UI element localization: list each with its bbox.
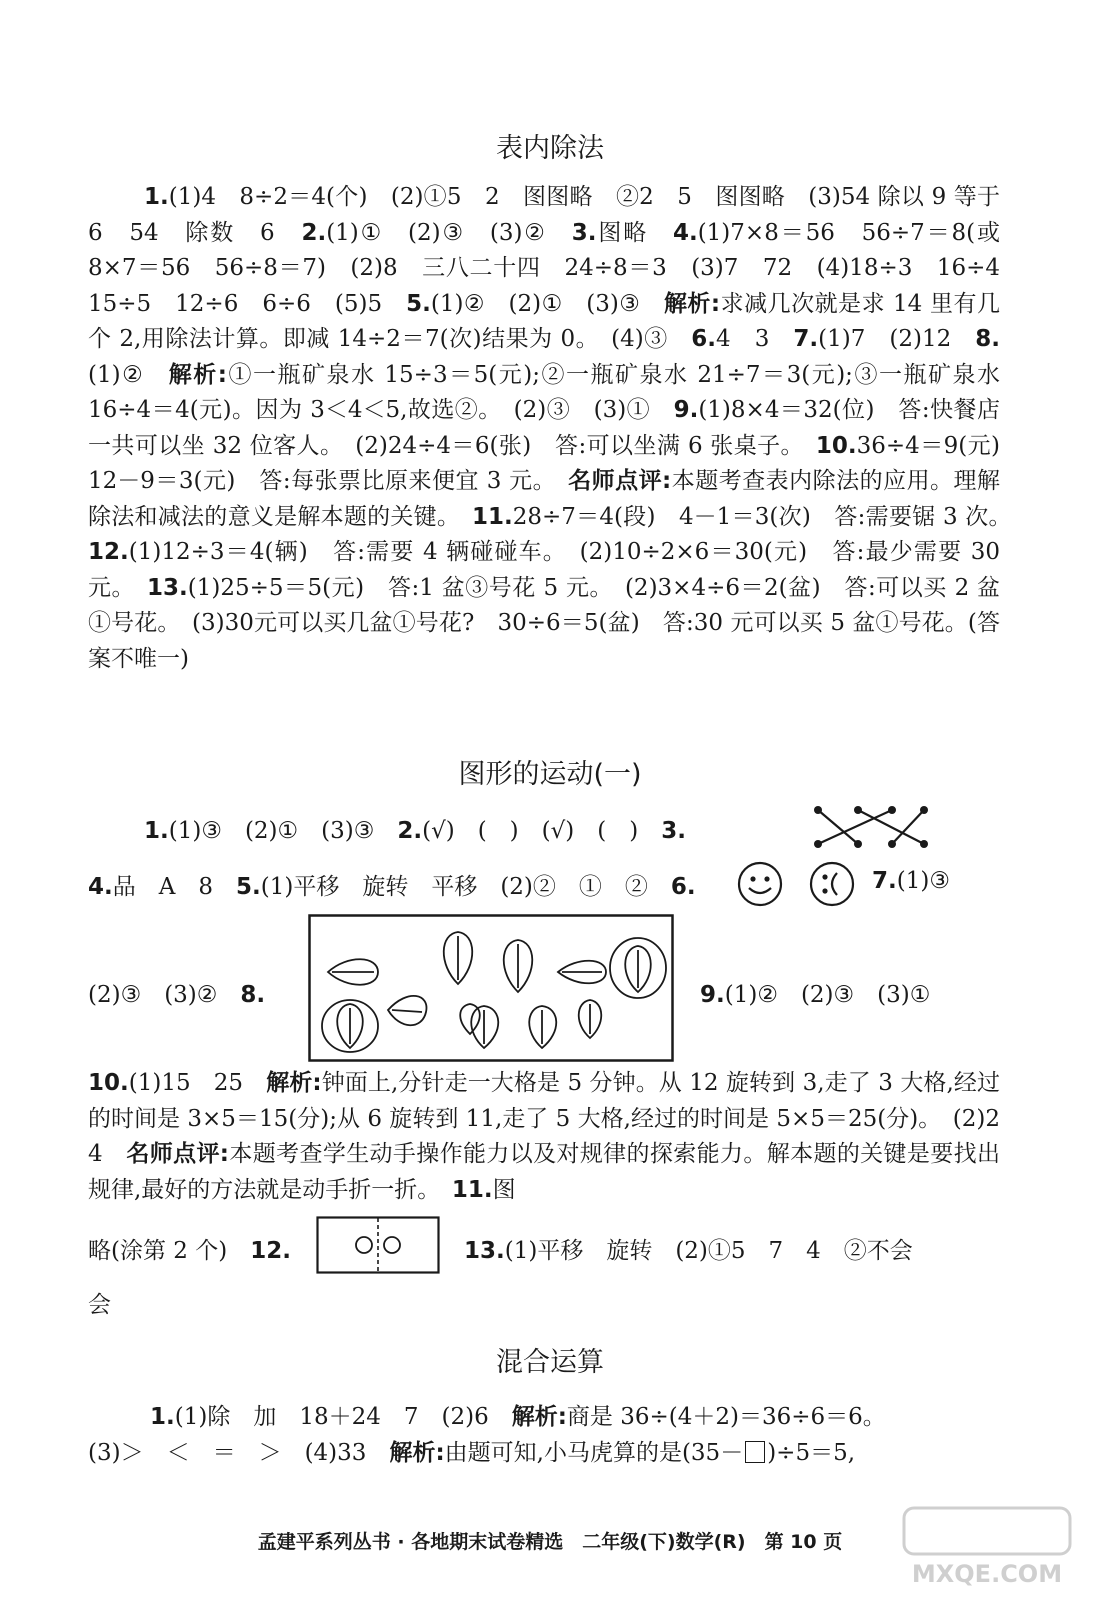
bold-label: 10.: [815, 432, 857, 459]
smiley-faces-figure: [736, 860, 856, 910]
answer-text: 36÷4＝9(元) 12－9＝3(元) 答:每张票比原来便宜 3 元。: [88, 432, 1023, 494]
motion-answers-paragraph: [88, 1066, 1023, 1208]
section-title-mixed-operations: 混合运算: [496, 1347, 604, 1378]
question-number: 4.: [88, 874, 113, 900]
bold-label: 10.: [88, 1070, 129, 1096]
answer-text: 图略: [596, 219, 673, 246]
answer-text: (2)③ (3)②: [88, 982, 241, 1008]
motion-answers-line-4: [88, 1232, 291, 1265]
answer-text: (1)平移 旋转 平移 (2)② ① ②: [260, 874, 671, 900]
bold-label: 13.: [147, 574, 188, 601]
answer-text: 本题考查学生动手操作能力以及对规律的探索能力。解本题的关键是要找出规律,最好的方法就是动手折一折。: [88, 1141, 1000, 1203]
question-number: 1.: [150, 1404, 175, 1430]
motion-answer-continuation: 会: [88, 1292, 111, 1318]
section-title-shape-motion: 图形的运动(一): [458, 759, 642, 790]
question-number: 5.: [236, 874, 261, 900]
answer-text: 本题考查表内除法的应用。理解除法和减法的意义是解本题的关键。: [88, 468, 1001, 530]
bold-label: 1.: [144, 184, 169, 210]
bold-label: 5.: [406, 290, 431, 317]
question-number: 3.: [661, 818, 686, 844]
answer-text: 4 3: [716, 326, 794, 352]
bold-label: 解析:: [168, 361, 227, 388]
bold-label: 9.: [673, 397, 699, 423]
folded-paper-circles-figure: [316, 1216, 440, 1274]
question-number: 1.: [144, 818, 169, 844]
mixed-answers-line-1: [88, 1398, 886, 1431]
answer-text: (1)7 (2)12: [818, 326, 976, 352]
crossing-lines-figure: [810, 802, 932, 852]
answer-text: (1)平移 旋转 (2)①5 7 4 ②不会: [504, 1238, 913, 1264]
bold-label: 7.: [793, 326, 819, 352]
question-number: 8.: [240, 982, 266, 1008]
bold-label: 2.: [301, 219, 327, 246]
bold-label: 3.: [571, 219, 597, 246]
section-division-answers: [88, 180, 1024, 677]
answer-text: 由题可知,小马虎算的是(35－: [444, 1440, 744, 1466]
answer-text: (1)25÷5＝5(元) 答:1 盆③号花 5 元。 (2)3×4÷6＝2(盆) 答:可以买 2 盆①号花。 (3)30元可以买几盆①号花? 30÷6＝5(盆) 答:30 元可以买 5 盆①号花。(答案不唯一): [88, 574, 1001, 672]
motion-answers-line-2: [88, 868, 696, 901]
bold-label: 名师点评:: [568, 468, 672, 494]
motion-answer-13: [464, 1232, 913, 1265]
answer-text: )÷5＝5,: [767, 1440, 856, 1466]
watermark-text: MXQE.COM: [911, 1560, 1063, 1588]
answer-text: ①一瓶矿泉水 15÷3＝5(元);②一瓶矿泉水 21÷7＝3(元);③一瓶矿泉水 16÷4＝4(元)。因为 3＜4＜5,故选②。 (2)③ (3)①: [88, 361, 1001, 423]
analysis-label: 解析:: [389, 1440, 445, 1466]
answer-text: (1)4 8÷2＝4(个) (2)①5 2 图图略 ②2 5 图图略 (3)54 除以 9 等于 6 54 除数 6: [88, 184, 1000, 246]
question-number: 12.: [250, 1238, 291, 1264]
answer-text: (1)除 加 18＋24 7 (2)6: [174, 1404, 512, 1430]
bold-label: 6.: [691, 326, 717, 352]
bold-label: 名师点评:: [126, 1141, 230, 1167]
answer-text: (1)7×8＝56 56÷7＝8(或 8×7＝56 56÷8＝7) (2)8 三八二十四 24÷8＝3 (3)7 72 (4)18÷3 16÷4 15÷5 12÷6 6÷6 (5)5: [88, 219, 1023, 317]
analysis-label: 解析:: [511, 1404, 567, 1430]
answer-text: 略(涂第 2 个): [88, 1238, 251, 1264]
motion-answer-9: [700, 976, 930, 1009]
answer-text: (1)② (2)③ (3)①: [724, 982, 931, 1008]
question-number: 13.: [464, 1238, 505, 1264]
question-number: 7.: [872, 868, 897, 894]
answer-text: (1)15 25: [128, 1070, 267, 1096]
bold-label: 解析:: [663, 290, 721, 317]
page-footer: 孟建平系列丛书 · 各地期末试卷精选 二年级(下)数学(R) 第 10 页: [257, 1531, 843, 1553]
answer-text: (1)① (2)③ (3)②: [326, 219, 572, 246]
bold-label: 12.: [88, 539, 129, 565]
answer-text: 品 A 8: [112, 874, 236, 900]
mixed-answers-line-2: [88, 1434, 855, 1467]
bold-label: 4.: [672, 219, 698, 246]
motion-answers-line-3: [88, 976, 265, 1009]
bold-label: 解析:: [266, 1070, 322, 1096]
bold-label: 11.: [471, 503, 513, 530]
answer-text: 商是 36÷(4＋2)＝36÷6＝6。: [566, 1404, 886, 1430]
answer-text: 28÷7＝4(段) 4－1＝3(次) 答:需要锯 3 次。: [512, 503, 1024, 530]
answer-text: 图: [492, 1176, 516, 1203]
answer-text: (1)12÷3＝4(辆) 答:需要 4 辆碰碰车。 (2)10÷2×6＝30(元) 答:最少需要 30 元。: [88, 539, 1000, 601]
answer-text: (1)③: [896, 868, 950, 894]
answer-text: 钟面上,分针走一大格是 5 分钟。从 12 旋转到 3,走了 3 大格,经过的时间是 3×5＝15(分);从 6 旋转到 11,走了 5 大格,经过的时间是 5×5＝25(分)。 (2)2 4: [88, 1070, 1023, 1167]
question-number: 2.: [397, 818, 423, 844]
answer-text: (1)② (2)① (3)③: [430, 290, 664, 317]
answer-text: (1)③ (2)① (3)③: [168, 818, 398, 844]
leaf-pattern-figure: [308, 914, 674, 1062]
answer-text: (3)＞ ＜ ＝ ＞ (4)33: [88, 1440, 390, 1466]
watermark-logo: [892, 1502, 1082, 1592]
answer-text: (1)8×4＝32(位) 答:快餐店一共可以坐 32 位客人。 (2)24÷4＝6(张) 答:可以坐满 6 张桌子。: [88, 397, 1000, 459]
bold-label: 11.: [451, 1176, 493, 1203]
bold-label: 8.: [975, 326, 1000, 352]
motion-answers-line-1: [88, 812, 686, 845]
answer-text: 求减几次就是求 14 里有几个 2,用除法计算。即减 14÷2＝7(次)结果为 0。 (4)③: [88, 290, 1001, 352]
blank-box: [745, 1441, 765, 1463]
answer-text: (1)②: [88, 361, 169, 388]
question-number: 6.: [670, 874, 696, 900]
question-number: 9.: [700, 982, 725, 1008]
motion-answer-7: [872, 868, 950, 894]
answer-text: (√) ( ) (√) ( ): [422, 818, 662, 844]
section-title-division: 表内除法: [496, 133, 604, 164]
